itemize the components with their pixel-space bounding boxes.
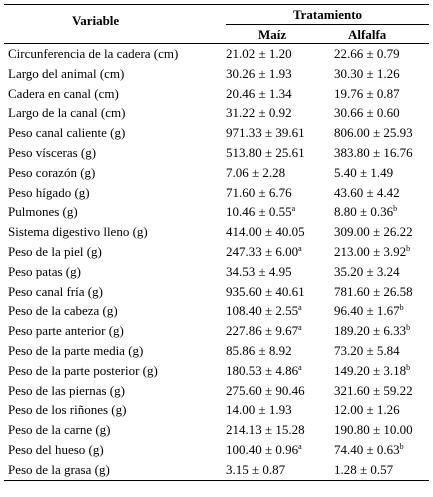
- alfalfa-cell: 73.20 ± 5.84: [334, 342, 400, 358]
- alfalfa-cell: 5.40 ± 1.49: [334, 164, 394, 180]
- table-row: [4, 321, 429, 341]
- table-row: [4, 123, 429, 143]
- table-row: [4, 420, 429, 440]
- alfalfa-cell: 19.76 ± 0.87: [334, 85, 400, 101]
- maiz-cell: 20.46 ± 1.34: [226, 85, 292, 101]
- alfalfa-cell: 213.00 ± 3.92$^b$: [334, 243, 411, 259]
- alfalfa-cell: 74.40 ± 0.63$^b$: [334, 441, 404, 457]
- alfalfa-cell: 189.20 ± 6.33$^b$: [334, 323, 411, 339]
- variable-cell: Sistema digestivo lleno (g): [8, 224, 148, 240]
- maiz-cell: 414.00 ± 40.05: [226, 224, 305, 240]
- variable-cell: Largo del animal (cm): [8, 65, 125, 81]
- maiz-cell: 513.80 ± 25.61: [226, 144, 305, 160]
- alfalfa-cell: 30.66 ± 0.60: [334, 105, 400, 121]
- table-row: [4, 400, 429, 420]
- table-row: [4, 460, 429, 480]
- maiz-cell: 34.53 ± 4.95: [226, 263, 292, 279]
- table-body: [4, 44, 429, 481]
- alfalfa-cell: 43.60 ± 4.42: [334, 184, 400, 200]
- variable-cell: Peso del hueso (g): [8, 441, 104, 457]
- alfalfa-cell: 12.00 ± 1.26: [334, 402, 400, 418]
- maiz-cell: 180.53 ± 4.86$^a$: [226, 362, 302, 378]
- header-divider: [226, 24, 429, 25]
- table-row: [4, 301, 429, 321]
- variable-cell: Peso de los riñones (g): [8, 402, 127, 418]
- alfalfa-cell: 383.80 ± 16.76: [334, 144, 413, 160]
- table-row: [4, 242, 429, 262]
- alfalfa-cell: 8.80 ± 0.36$^b$: [334, 204, 398, 220]
- variable-cell: Peso de la piel (g): [8, 243, 102, 259]
- variable-cell: Peso de la parte media (g): [8, 342, 144, 358]
- maiz-cell: 227.86 ± 9.67$^a$: [226, 323, 302, 339]
- table-row: [4, 143, 429, 163]
- maiz-cell: 108.40 ± 2.55$^a$: [226, 303, 302, 319]
- maiz-cell: 935.60 ± 40.61: [226, 283, 305, 299]
- table-row: [4, 103, 429, 123]
- maiz-cell: 21.02 ± 1.20: [226, 46, 292, 61]
- alfalfa-cell: 781.60 ± 26.58: [334, 283, 413, 299]
- maiz-cell: 7.06 ± 2.28: [226, 164, 286, 180]
- maiz-cell: 10.46 ± 0.55$^a$: [226, 204, 296, 220]
- variable-cell: Peso de las piernas (g): [8, 382, 125, 398]
- header-tratamiento: Tratamiento: [292, 7, 363, 22]
- variable-cell: Circunferencia de la cadera (cm): [8, 46, 179, 61]
- table-row: [4, 262, 429, 282]
- variable-cell: Peso parte anterior (g): [8, 323, 124, 339]
- alfalfa-cell: 321.60 ± 59.22: [334, 382, 413, 398]
- variable-cell: Peso de la parte posterior (g): [8, 362, 158, 378]
- variable-cell: Peso patas (g): [8, 263, 81, 279]
- variable-cell: Peso vísceras (g): [8, 144, 97, 160]
- alfalfa-cell: 22.66 ± 0.79: [334, 46, 400, 61]
- table-row: [4, 282, 429, 302]
- table-row: [4, 183, 429, 203]
- header-alfalfa: Alfalfa: [348, 27, 387, 42]
- header-maiz: Maíz: [258, 27, 287, 42]
- variable-cell: Peso hígado (g): [8, 184, 90, 200]
- alfalfa-cell: 1.28 ± 0.57: [334, 461, 394, 477]
- table-row: [4, 341, 429, 361]
- alfalfa-cell: 149.20 ± 3.18$^b$: [334, 362, 411, 378]
- alfalfa-cell: 30.30 ± 1.26: [334, 65, 400, 81]
- table-row: [4, 44, 429, 64]
- alfalfa-cell: 190.80 ± 10.00: [334, 422, 413, 438]
- maiz-cell: 275.60 ± 90.46: [226, 382, 305, 398]
- alfalfa-cell: 309.00 ± 26.22: [334, 224, 413, 240]
- alfalfa-cell: 96.40 ± 1.67$^b$: [334, 303, 404, 319]
- maiz-cell: 247.33 ± 6.00$^a$: [226, 243, 302, 259]
- alfalfa-cell: 806.00 ± 25.93: [334, 125, 413, 141]
- maiz-cell: 85.86 ± 8.92: [226, 342, 292, 358]
- table-row: [4, 64, 429, 84]
- table-row: [4, 222, 429, 242]
- table-row: [4, 381, 429, 401]
- header-variable: Variable: [72, 13, 120, 28]
- table-row: [4, 202, 429, 222]
- maiz-cell: 71.60 ± 6.76: [226, 184, 292, 200]
- variable-cell: Cadera en canal (cm): [8, 85, 119, 101]
- variable-cell: Peso canal fría (g): [8, 283, 103, 299]
- variable-cell: Peso de la carne (g): [8, 422, 111, 438]
- maiz-cell: 14.00 ± 1.93: [226, 402, 292, 418]
- maiz-cell: 3.15 ± 0.87: [226, 461, 286, 477]
- variable-cell: Peso canal caliente (g): [8, 125, 126, 141]
- variable-cell: Peso de la grasa (g): [8, 461, 110, 477]
- table-row: [4, 440, 429, 460]
- variable-cell: Peso corazón (g): [8, 164, 96, 180]
- table-header: [4, 4, 429, 44]
- maiz-cell: 30.26 ± 1.93: [226, 65, 292, 81]
- maiz-cell: 971.33 ± 39.61: [226, 125, 305, 141]
- variable-cell: Largo de la canal (cm): [8, 105, 126, 121]
- variable-cell: Peso de la cabeza (g): [8, 303, 118, 319]
- maiz-cell: 100.40 ± 0.96$^a$: [226, 441, 302, 457]
- variable-cell: Pulmones (g): [8, 204, 78, 220]
- alfalfa-cell: 35.20 ± 3.24: [334, 263, 400, 279]
- table-row: [4, 84, 429, 104]
- table-row: [4, 361, 429, 381]
- maiz-cell: 31.22 ± 0.92: [226, 105, 292, 121]
- table-row: [4, 163, 429, 183]
- maiz-cell: 214.13 ± 15.28: [226, 422, 305, 438]
